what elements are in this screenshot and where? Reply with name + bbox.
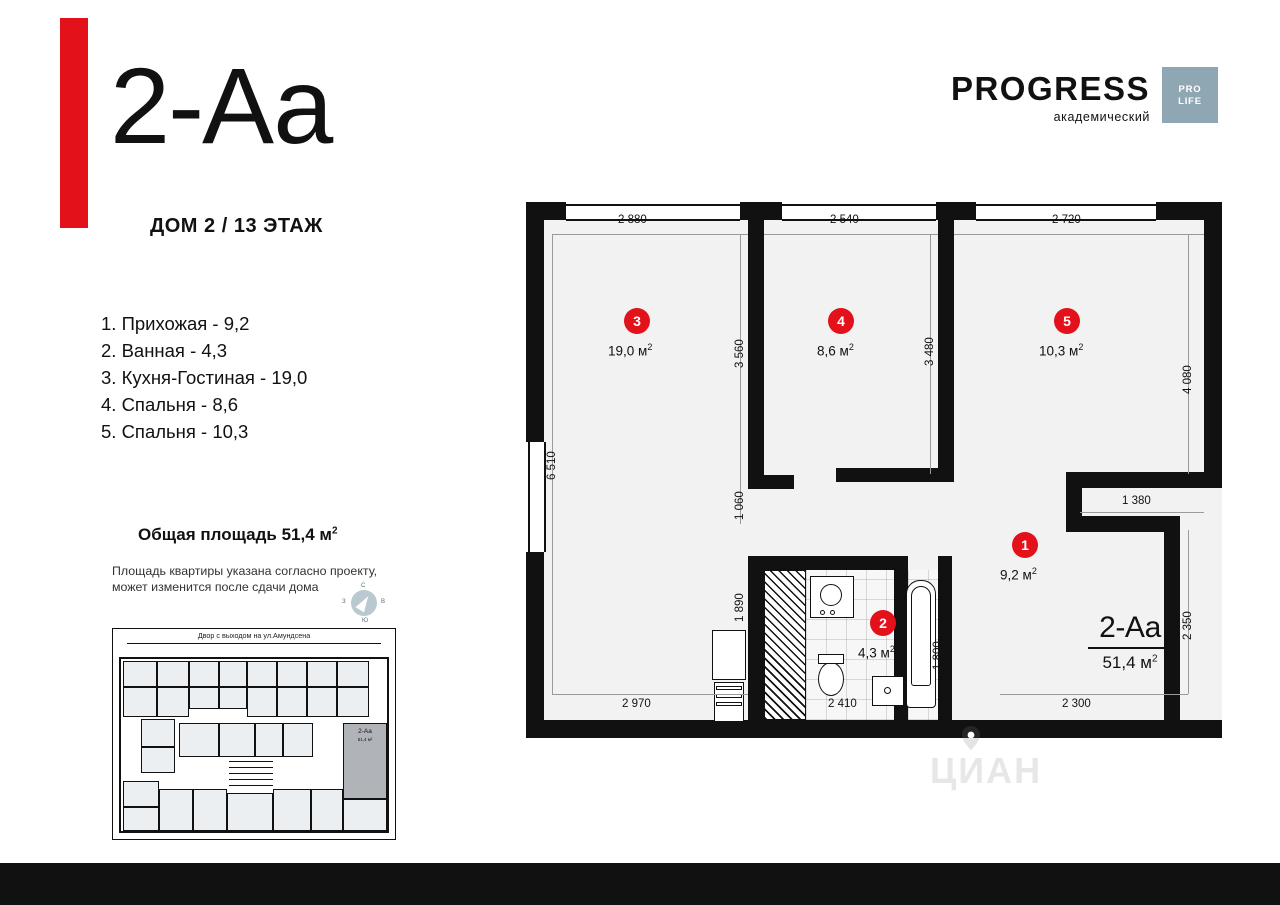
keyplan-stair-line bbox=[229, 773, 273, 774]
closet-hatch bbox=[764, 570, 806, 720]
washing-machine-knob bbox=[830, 610, 835, 615]
room-area-sup: 2 bbox=[1078, 342, 1084, 352]
room-area-sup: 2 bbox=[647, 342, 653, 352]
keyplan-stair-line bbox=[229, 767, 273, 768]
washing-machine-drum bbox=[820, 584, 842, 606]
dimension-top-right: 2 720 bbox=[1052, 214, 1081, 226]
keyplan-shell bbox=[119, 649, 389, 833]
plan-summary-area-sup: 2 bbox=[1151, 652, 1158, 664]
room-area-sup: 2 bbox=[848, 342, 854, 352]
dimension-right-lower: 2 350 bbox=[1182, 611, 1194, 640]
accent-bar bbox=[60, 18, 88, 228]
dimension-line bbox=[954, 234, 1204, 235]
brand-badge-line1: PRO bbox=[1178, 84, 1202, 95]
keyplan-wall bbox=[119, 657, 121, 833]
plan-summary bbox=[1055, 612, 1205, 673]
dimension-mid-v4: 1 890 bbox=[734, 593, 746, 622]
keyplan-unit bbox=[159, 789, 193, 831]
list-item: 3. Кухня-Гостиная - 19,0 bbox=[101, 367, 308, 388]
interior-wall bbox=[748, 475, 794, 489]
exterior-wall bbox=[1204, 202, 1222, 472]
keyplan-core bbox=[255, 723, 283, 757]
keyplan-unit bbox=[277, 661, 307, 687]
dimension-bottom-right: 2 300 bbox=[1062, 698, 1091, 710]
dimension-line bbox=[740, 234, 741, 524]
room-area-5 bbox=[1039, 342, 1083, 359]
keyplan-wall bbox=[387, 657, 389, 833]
appliance-detail bbox=[716, 702, 742, 706]
room-badge-5[interactable]: 5 bbox=[1054, 308, 1080, 334]
dimension-bottom-left: 2 970 bbox=[622, 698, 651, 710]
interior-wall bbox=[748, 220, 764, 482]
compass-label-east: В bbox=[380, 599, 385, 605]
keyplan-unit bbox=[219, 687, 247, 709]
keyplan-highlighted-unit[interactable] bbox=[343, 723, 387, 799]
area-disclaimer: Площадь квартиры указана согласно проекту, может изменится после сдачи дома bbox=[112, 564, 378, 594]
keyplan-unit bbox=[337, 687, 369, 717]
compass-icon bbox=[342, 583, 385, 624]
list-item: 1. Прихожая - 9,2 bbox=[101, 313, 250, 334]
window bbox=[782, 204, 936, 221]
keyplan-core bbox=[179, 723, 219, 757]
plan-summary-area bbox=[1055, 653, 1205, 673]
keyplan-stair-line bbox=[229, 761, 273, 762]
dimension-bathtub: 1 800 bbox=[932, 641, 944, 670]
floor-keyplan bbox=[112, 628, 396, 840]
interior-wall bbox=[938, 220, 954, 400]
keyplan-unit bbox=[307, 661, 337, 687]
exterior-wall bbox=[740, 202, 782, 220]
list-item: 5. Спальня - 10,3 bbox=[101, 421, 249, 442]
window bbox=[566, 204, 740, 221]
brand-name: PROGRESS bbox=[950, 70, 1150, 107]
keyplan-unit bbox=[189, 687, 219, 709]
dimension-bottom-mid: 2 410 bbox=[828, 698, 857, 710]
keyplan-core bbox=[219, 723, 255, 757]
room-legend-list bbox=[101, 310, 307, 445]
room-badge-3[interactable]: 3 bbox=[624, 308, 650, 334]
list-item: 2. Ванная - 4,3 bbox=[101, 340, 228, 361]
keyplan-unit bbox=[227, 793, 273, 831]
keyplan-stair-line bbox=[229, 779, 273, 780]
room-badge-4[interactable]: 4 bbox=[828, 308, 854, 334]
balcony-door bbox=[528, 442, 546, 552]
brand-badge-line2: LIFE bbox=[1178, 96, 1202, 107]
room-area-sup: 2 bbox=[889, 644, 895, 654]
keyplan-unit bbox=[157, 661, 189, 687]
dimension-mid-v2: 3 480 bbox=[924, 337, 936, 366]
keyplan-unit bbox=[157, 687, 189, 717]
keyplan-unit bbox=[307, 687, 337, 717]
washing-machine-knob bbox=[820, 610, 825, 615]
interior-wall bbox=[748, 556, 908, 570]
dimension-line bbox=[1188, 234, 1189, 474]
brand-subtitle: академический bbox=[1053, 110, 1150, 124]
room-area-value: 9,2 м bbox=[1000, 567, 1032, 583]
keyplan-unit bbox=[189, 661, 219, 687]
keyplan-unit bbox=[277, 687, 307, 717]
keyplan-unit-area: 51,4 м² bbox=[357, 737, 373, 742]
keyplan-stair-line bbox=[229, 785, 273, 786]
compass-label-north: С bbox=[361, 583, 366, 589]
exterior-wall bbox=[1066, 516, 1180, 532]
total-area-sup: 2 bbox=[331, 525, 338, 537]
apartment-floorplan bbox=[500, 190, 1240, 770]
sink-drain bbox=[884, 687, 891, 694]
watermark: ЦИАН bbox=[930, 750, 1043, 791]
dimension-right-outer: 4 080 bbox=[1182, 365, 1194, 394]
toilet-cistern bbox=[818, 654, 844, 664]
interior-wall bbox=[836, 468, 954, 482]
dimension-line bbox=[764, 234, 938, 235]
info-panel bbox=[0, 0, 470, 860]
keyplan-unit bbox=[193, 789, 227, 831]
keyplan-yard-label: Двор с выходом на ул.Амундсена bbox=[197, 631, 311, 640]
room-badge-2[interactable]: 2 bbox=[870, 610, 896, 636]
exterior-wall bbox=[526, 552, 544, 738]
keyplan-unit bbox=[343, 799, 387, 831]
keyplan-unit-name: 2-Аа bbox=[358, 728, 372, 735]
page-title: 2-Аа bbox=[110, 45, 332, 166]
keyplan-unit bbox=[219, 661, 247, 687]
plan-summary-area-value: 51,4 м bbox=[1102, 652, 1152, 672]
keyplan-unit bbox=[273, 789, 311, 831]
dimension-line bbox=[1080, 512, 1204, 513]
dimension-mid-v1: 3 560 bbox=[734, 339, 746, 368]
page-subtitle: ДОМ 2 / 13 ЭТАЖ bbox=[150, 215, 323, 237]
kitchen-stove bbox=[712, 630, 746, 680]
keyplan-core bbox=[283, 723, 313, 757]
keyplan-unit bbox=[123, 687, 157, 717]
room-area-value: 19,0 м bbox=[608, 343, 648, 359]
exterior-wall bbox=[526, 202, 544, 442]
brand-logo bbox=[928, 62, 1218, 132]
keyplan-unit bbox=[141, 747, 175, 773]
compass-label-south: Ю bbox=[362, 618, 369, 624]
room-area-3 bbox=[608, 342, 652, 359]
list-item: 4. Спальня - 8,6 bbox=[101, 394, 239, 415]
map-pin-icon bbox=[962, 726, 980, 750]
room-area-1 bbox=[1000, 566, 1037, 583]
dimension-top-mid: 2 540 bbox=[830, 214, 859, 226]
keyplan-unit bbox=[247, 661, 277, 687]
exterior-wall bbox=[1066, 472, 1222, 488]
dimension-mid-v3: 1 060 bbox=[734, 491, 746, 520]
total-area-label bbox=[138, 525, 338, 545]
dimension-line bbox=[552, 234, 748, 235]
keyplan-unit bbox=[123, 781, 159, 807]
room-area-value: 8,6 м bbox=[817, 343, 849, 359]
plan-summary-rule bbox=[1088, 647, 1172, 649]
room-badge-1[interactable]: 1 bbox=[1012, 532, 1038, 558]
room-area-sup: 2 bbox=[1031, 566, 1037, 576]
keyplan-unit bbox=[123, 807, 159, 831]
keyplan-unit bbox=[141, 719, 175, 747]
keyplan-unit bbox=[123, 661, 157, 687]
room-area-value: 10,3 м bbox=[1039, 343, 1079, 359]
appliance-detail bbox=[716, 686, 742, 690]
keyplan-yard-line bbox=[127, 643, 381, 644]
exterior-wall bbox=[936, 202, 976, 220]
keyplan-unit bbox=[337, 661, 369, 687]
keyplan-unit bbox=[247, 687, 277, 717]
dimension-top-left: 2 880 bbox=[618, 214, 647, 226]
exterior-wall bbox=[1056, 720, 1222, 738]
room-area-4 bbox=[817, 342, 854, 359]
brand-badge bbox=[1162, 67, 1218, 123]
dimension-line bbox=[1000, 694, 1188, 695]
bottom-bar bbox=[0, 863, 1280, 905]
dimension-left-outer: 6 510 bbox=[546, 451, 558, 480]
dimension-right-small: 1 380 bbox=[1122, 495, 1151, 507]
keyplan-unit bbox=[311, 789, 343, 831]
keyplan-wall bbox=[119, 657, 389, 659]
compass-label-west: З bbox=[342, 599, 346, 605]
room-area-value: 4,3 м bbox=[858, 645, 890, 661]
plan-summary-name: 2-Аа bbox=[1099, 611, 1161, 644]
interior-wall bbox=[748, 556, 764, 738]
room-area-2 bbox=[858, 644, 895, 661]
bathtub-inner bbox=[911, 586, 931, 686]
toilet bbox=[818, 662, 844, 696]
dimension-line bbox=[552, 694, 748, 695]
keyplan-wall bbox=[119, 831, 389, 833]
total-area-text: Общая площадь 51,4 м bbox=[138, 525, 332, 544]
